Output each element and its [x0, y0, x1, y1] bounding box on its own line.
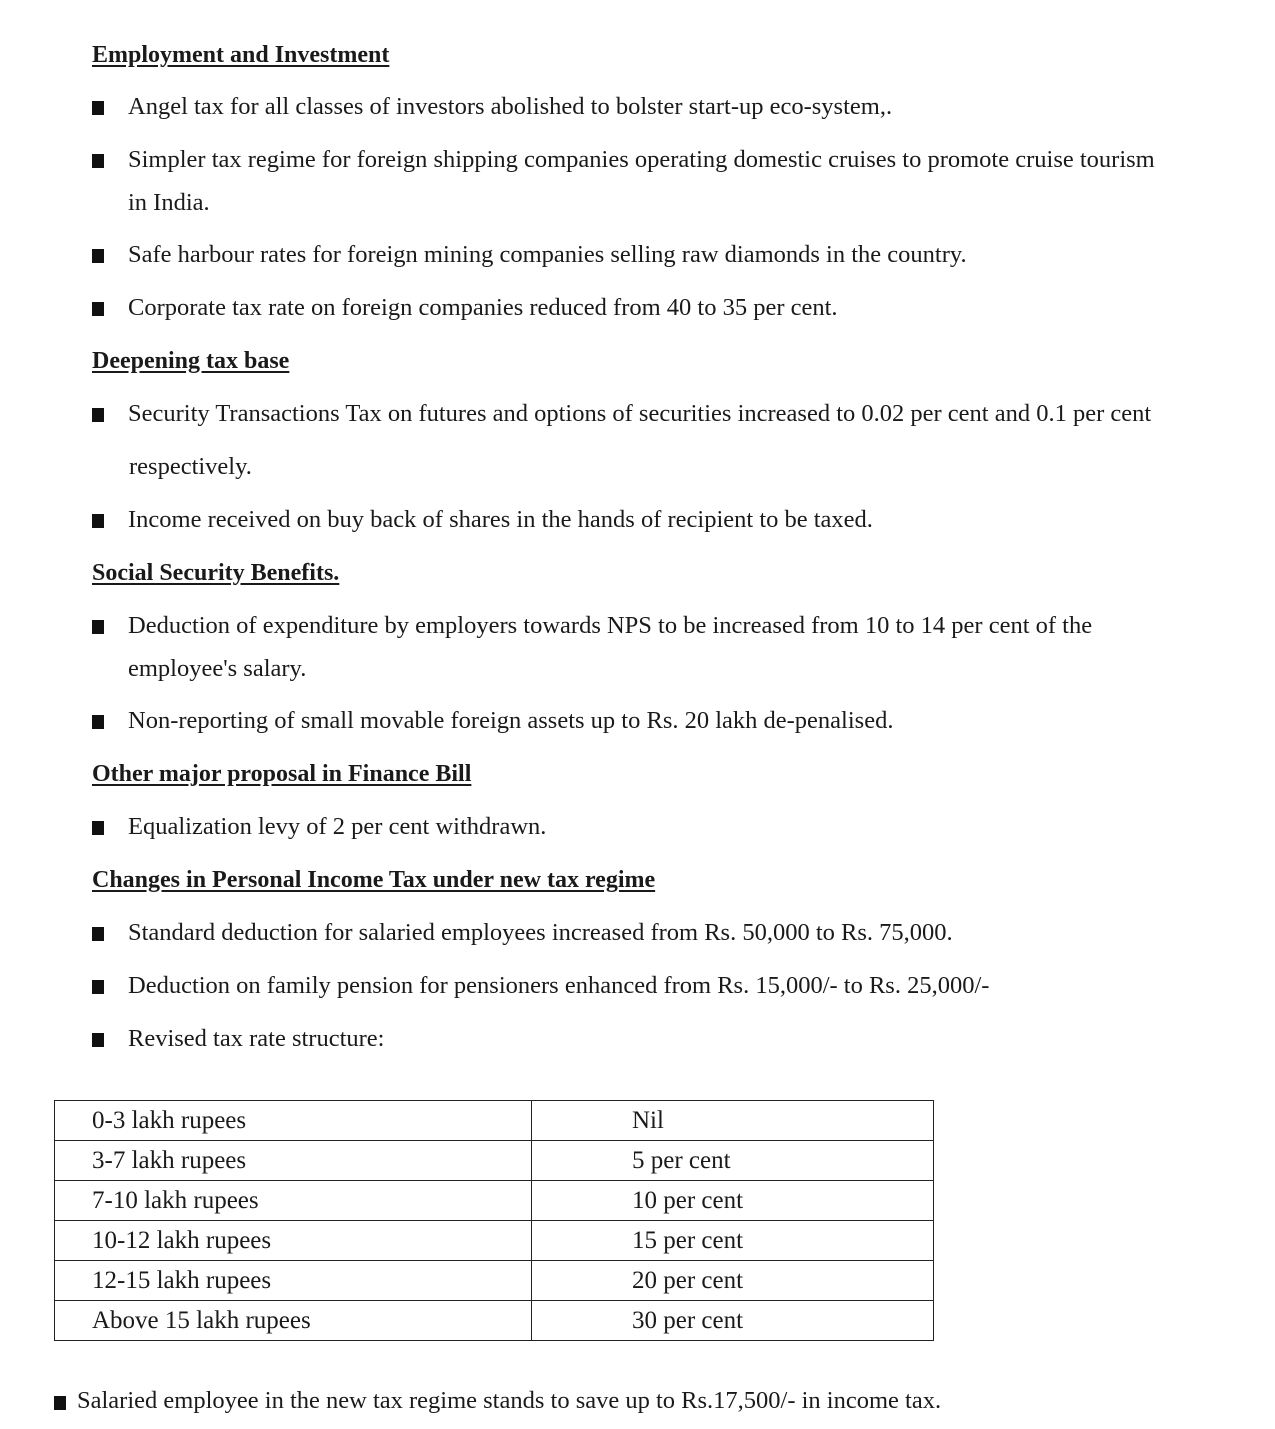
square-bullet-icon: [92, 620, 104, 634]
square-bullet-icon: [92, 154, 104, 168]
square-bullet-icon: [92, 514, 104, 528]
tax-rate-cell: Nil: [532, 1101, 934, 1141]
square-bullet-icon: [92, 302, 104, 316]
income-slab-cell: 3-7 lakh rupees: [55, 1141, 532, 1181]
tax-rate-cell: 20 per cent: [532, 1261, 934, 1301]
heading-social-security: Social Security Benefits.: [92, 560, 340, 586]
list-item-continuation: respectively.: [129, 453, 252, 480]
final-note-text: Salaried employee in the new tax regime stands to save up to Rs.17,500/- in income tax.: [77, 1387, 942, 1414]
list-item-text: Deduction of expenditure by employers towards NPS to be increased from 10 to 14 per cent of the: [128, 612, 1093, 639]
square-bullet-icon: [92, 980, 104, 994]
list-item-text: Revised tax rate structure:: [128, 1025, 385, 1052]
tax-rate-table: [54, 1100, 934, 1341]
table-row: [55, 1301, 934, 1341]
heading-deepening-tax-base: Deepening tax base: [92, 348, 290, 374]
list-item-text: Safe harbour rates for foreign mining companies selling raw diamonds in the country.: [128, 241, 967, 268]
square-bullet-icon: [92, 408, 104, 422]
income-slab-cell: 12-15 lakh rupees: [55, 1261, 532, 1301]
list-item-continuation: employee's salary.: [128, 655, 307, 682]
tax-rate-cell: 30 per cent: [532, 1301, 934, 1341]
list-item-continuation: in India.: [128, 189, 210, 216]
tax-rate-cell: 10 per cent: [532, 1181, 934, 1221]
tax-rate-cell: 15 per cent: [532, 1221, 934, 1261]
list-item-text: Simpler tax regime for foreign shipping companies operating domestic cruises to promote cruise tourism: [128, 146, 1155, 173]
list-item-text: Standard deduction for salaried employees increased from Rs. 50,000 to Rs. 75,000.: [128, 919, 953, 946]
table-row: [55, 1101, 934, 1141]
list-item-text: Angel tax for all classes of investors abolished to bolster start-up eco-system,.: [128, 93, 893, 120]
heading-employment-investment: Employment and Investment: [92, 42, 390, 68]
heading-personal-income-tax: Changes in Personal Income Tax under new tax regime: [92, 867, 656, 893]
square-bullet-icon: [92, 821, 104, 835]
table-row: [55, 1141, 934, 1181]
list-item-text: Equalization levy of 2 per cent withdrawn.: [128, 813, 547, 840]
square-bullet-icon: [92, 101, 104, 115]
list-item-text: Income received on buy back of shares in the hands of recipient to be taxed.: [128, 506, 873, 533]
income-slab-cell: 0-3 lakh rupees: [55, 1101, 532, 1141]
tax-rate-cell: 5 per cent: [532, 1141, 934, 1181]
square-bullet-icon: [92, 927, 104, 941]
table-row: [55, 1261, 934, 1301]
table-row: [55, 1181, 934, 1221]
heading-finance-bill: Other major proposal in Finance Bill: [92, 761, 472, 787]
square-bullet-icon: [92, 1033, 104, 1047]
square-bullet-icon: [92, 715, 104, 729]
list-item-text: Deduction on family pension for pensioners enhanced from Rs. 15,000/- to Rs. 25,000/-: [128, 972, 990, 999]
list-item-text: Corporate tax rate on foreign companies reduced from 40 to 35 per cent.: [128, 294, 838, 321]
square-bullet-icon: [92, 249, 104, 263]
income-slab-cell: Above 15 lakh rupees: [55, 1301, 532, 1341]
list-item-text: Security Transactions Tax on futures and options of securities increased to 0.02 per cent and 0.1 per cent: [128, 400, 1152, 427]
income-slab-cell: 10-12 lakh rupees: [55, 1221, 532, 1261]
square-bullet-icon: [54, 1396, 66, 1410]
list-item-text: Non-reporting of small movable foreign assets up to Rs. 20 lakh de-penalised.: [128, 707, 894, 734]
income-slab-cell: 7-10 lakh rupees: [55, 1181, 532, 1221]
table-row: [55, 1221, 934, 1261]
